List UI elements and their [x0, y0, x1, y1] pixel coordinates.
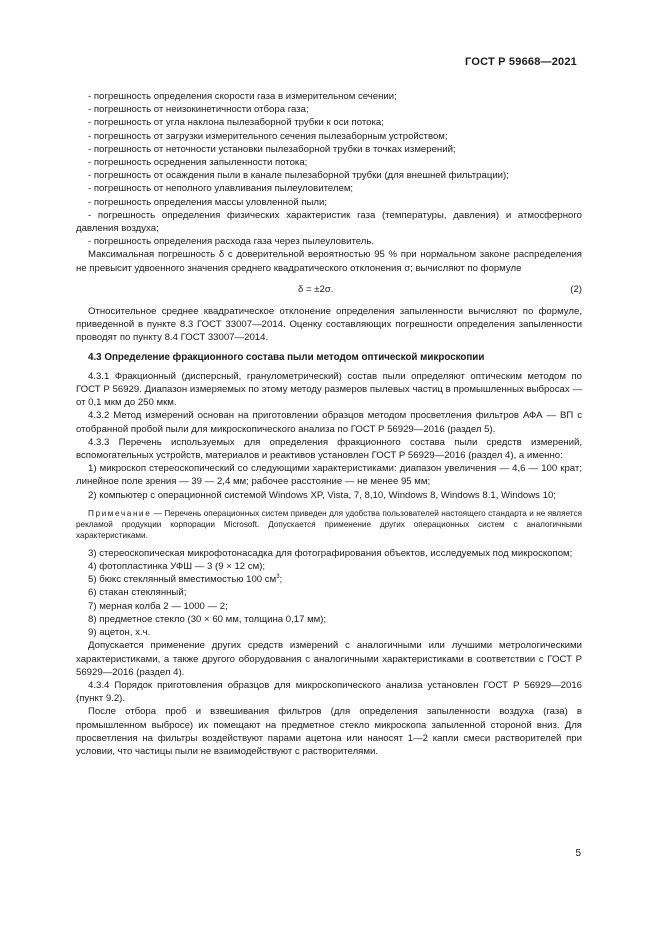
list-item: - погрешность от осаждения пыли в канале пылезаборной трубки (для внешней фильтрации);	[88, 170, 509, 182]
equipment-item: 8) предметное стекло (30 × 60 мм, толщина 0,17 мм);	[88, 613, 327, 625]
formula-2	[76, 283, 582, 296]
list-item: - погрешность определения скорости газа в измерительном сечении;	[88, 91, 397, 102]
note-text: — Перечень операционных систем приведен для удобства пользователей настоящего стандарта и не является рекламой продукции корпорации Microsoft. Допускается применение других операционных систем с аналогичными характеристиками.	[76, 508, 582, 540]
note-label: Примечание	[88, 508, 152, 518]
list-item: - погрешность от неизокинетичности отбора газа;	[88, 104, 309, 116]
equipment-item: 1) микроскоп стереоскопический со следующими характеристиками: диапазон увеличения — 4,6 — 100 крат; линейное поле зрения — 39 — 2,4 мм; рабочее расстояние — не менее 95 мм;	[76, 463, 582, 488]
list-item: - погрешность от неточности установки пылезаборной трубки в точках измерений;	[88, 143, 456, 155]
list-item: - погрешность от загрузки измерительного сечения пылезаборным устройством;	[88, 130, 448, 142]
equipment-item: 9) ацетон, х.ч.	[88, 627, 151, 639]
page-content	[76, 90, 582, 758]
section-heading: 4.3 Определение фракционного состава пыли методом оптической микроскопии	[88, 351, 485, 363]
paragraph-4-3-2: 4.3.2 Метод измерений основан на приготовлении образцов методом просветления фильтров АФА — ВП с отобранной пробой пыли для микроскопического анализа по ГОСТ Р 56929—2016 (раздел 5).	[76, 410, 582, 435]
list-item: - погрешность осреднения запыленности потока;	[88, 157, 308, 169]
equipment-item	[76, 573, 582, 586]
paragraph-relative-deviation: Относительное среднее квадратическое отклонение определения запыленности вычисляют по формуле, приведенной в пункте 8.3 ГОСТ 33007—2014. Оценку составляющих погрешности определения запыленности проводят по пункту 8.4 ГОСТ 33007—2014.	[76, 306, 582, 344]
paragraph-max-error: Максимальная погрешность δ с доверительной вероятностью 95 % при нормальном законе распределения не превысит удвоенного значения среднего квадратического отклонения σ; вычисляют по формуле	[76, 249, 582, 274]
document-header: ГОСТ Р 59668—2021	[465, 56, 577, 68]
equipment-item: 4) фотопластинка УФШ — 3 (9 × 12 см);	[88, 561, 266, 573]
note	[76, 508, 582, 541]
paragraph-4-3-4: 4.3.4 Порядок приготовления образцов для микроскопического анализа установлен ГОСТ Р 56929—2016 (пункт 9.2).	[76, 679, 582, 705]
list-item: - погрешность от угла наклона пылезаборной трубки к оси потока;	[88, 117, 384, 129]
equipment-item: 3) стереоскопическая микрофотонасадка для фотографирования объектов, исследуемых под микроскопом;	[88, 547, 573, 559]
paragraph-4-3-3: 4.3.3 Перечень используемых для определения фракционного состава пыли средств измерений, вспомогательных устройств, материалов и реактивов установлен ГОСТ Р 56929—2016 (раздел 4), а именно:	[76, 436, 582, 462]
list-item: - погрешность определения физических характеристик газа (температуры, давления) и атмосферного давления воздуха;	[76, 209, 582, 235]
list-item: - погрешность определения расхода газа через пылеуловитель.	[88, 236, 375, 248]
equipment-item: 6) стакан стеклянный;	[88, 587, 187, 599]
equipment-item: 2) компьютер с операционной системой Windows XP, Vista, 7, 8,10, Windows 8, Windows 8.1, Windows 10;	[88, 489, 556, 501]
item-5-superscript: 3	[276, 574, 280, 581]
list-item: - погрешность определения массы уловленной пыли;	[88, 196, 327, 208]
formula-number: (2)	[570, 283, 582, 295]
formula-expression: δ = ±2σ.	[298, 283, 334, 295]
paragraph-allowed-equipment: Допускается применение других средств измерений с аналогичными или лучшими метрологическими характеристиками, а также другого оборудования с аналогичными характеристиками в соответствии с ГОСТ Р 56929—2016 (раздел 4).	[76, 640, 582, 678]
item-5-text: 5) бюкс стеклянный вместимостью 100 см	[88, 574, 277, 586]
paragraph-4-3-1: 4.3.1 Фракционный (дисперсный, гранулометрический) состав пыли определяют оптическим методом по ГОСТ Р 56929. Диапазон измеряемых по этому методу размеров пылевых частиц в промышленных выбросах — от 0,1 мкм до 250 мкм.	[76, 370, 582, 409]
page-number: 5	[575, 848, 581, 859]
item-5-end: ;	[279, 574, 283, 586]
list-item: - погрешность от неполного улавливания пылеуловителем;	[88, 183, 354, 195]
paragraph-sample-preparation: После отбора проб и взвешивания фильтров (для определения запыленности воздуха (газа) в промышленном выбросе) их помещают на предметное стекло микроскопа запыленной стороной вниз. Для просветления на фильтры воздействуют парами ацетона или наносят 1—2 капли смеси растворителей при условии, что частицы пыли не взаимодействуют с растворителями.	[76, 706, 582, 757]
equipment-item: 7) мерная колба 2 — 1000 — 2;	[88, 600, 228, 612]
